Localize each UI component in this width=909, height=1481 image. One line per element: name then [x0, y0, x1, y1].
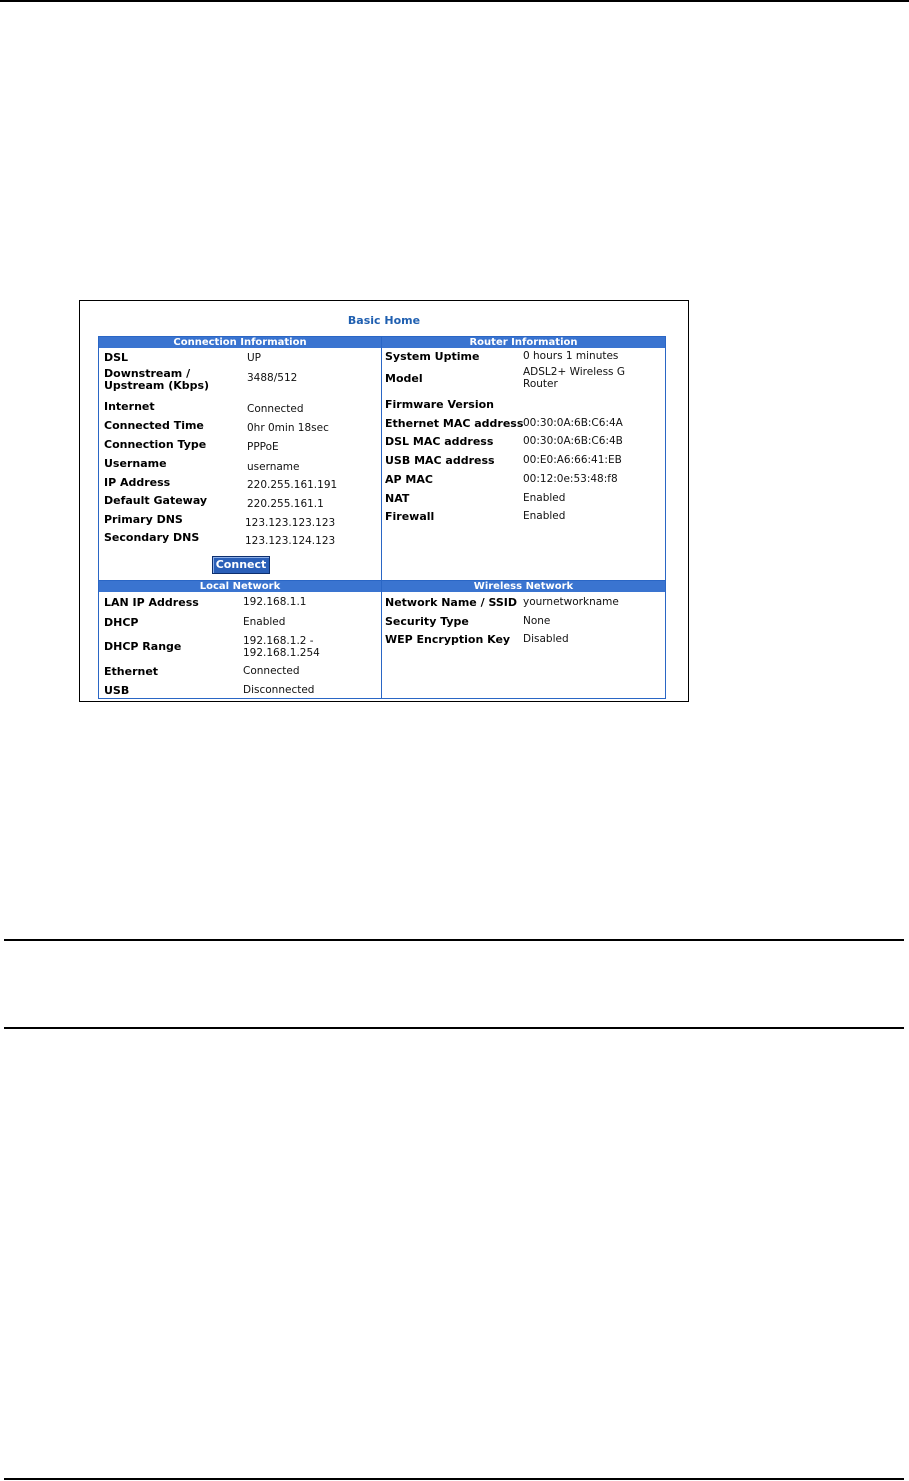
dsl-mac-label: DSL MAC address: [385, 435, 494, 448]
page-title: Basic Home: [347, 314, 421, 327]
usb-mac-label: USB MAC address: [385, 454, 495, 467]
model-value: ADSL2+ Wireless G Router: [523, 366, 626, 390]
security-type-value: None: [523, 615, 551, 627]
local-network-header: Local Network: [99, 581, 381, 592]
default-gateway-label: Default Gateway: [104, 494, 208, 507]
ethernet-mac-label: Ethernet MAC address: [385, 417, 524, 430]
firewall-label: Firewall: [385, 510, 435, 523]
system-uptime-value: 0 hours 1 minutes: [523, 350, 619, 362]
usb-mac-value: 00:E0:A6:66:41:EB: [523, 454, 622, 466]
connection-type-label: Connection Type: [104, 438, 207, 451]
lan-ip-value: 192.168.1.1: [243, 596, 307, 608]
dhcp-range-value: 192.168.1.2 - 192.168.1.254: [243, 635, 320, 659]
connected-time-label: Connected Time: [104, 419, 204, 432]
dhcp-value: Enabled: [243, 616, 286, 628]
connected-time-value: 0hr 0min 18sec: [247, 422, 329, 434]
section-rule-1: [4, 939, 904, 941]
ip-address-value: 220.255.161.191: [247, 479, 338, 491]
connection-information-header: Connection Information: [99, 337, 381, 348]
primary-dns-label: Primary DNS: [104, 513, 183, 526]
lan-ip-label: LAN IP Address: [104, 596, 199, 609]
usb-label: USB: [104, 684, 130, 697]
dsl-value: UP: [247, 352, 262, 364]
primary-dns-value: 123.123.123.123: [245, 517, 336, 529]
connect-button[interactable]: Connect: [212, 556, 270, 574]
ap-mac-label: AP MAC: [385, 473, 433, 486]
username-label: Username: [104, 457, 167, 470]
secondary-dns-value: 123.123.124.123: [245, 535, 336, 547]
bandwidth-value: 3488/512: [247, 372, 298, 384]
ap-mac-value: 00:12:0e:53:48:f8: [523, 473, 618, 485]
top-rule: [0, 0, 909, 2]
username-value: username: [247, 461, 300, 473]
local-network-panel: [98, 580, 382, 699]
router-status-screenshot: [79, 300, 689, 702]
connection-information-panel: [98, 336, 382, 581]
default-gateway-value: 220.255.161.1: [247, 498, 324, 510]
dhcp-label: DHCP: [104, 616, 139, 629]
firewall-value: Enabled: [523, 510, 566, 522]
model-label: Model: [385, 372, 423, 385]
ethernet-mac-value: 00:30:0A:6B:C6:4A: [523, 417, 623, 429]
security-type-label: Security Type: [385, 615, 469, 628]
ethernet-value: Connected: [243, 665, 300, 677]
ssid-value: yournetworkname: [523, 596, 619, 608]
bandwidth-label: Downstream / Upstream (Kbps): [104, 367, 210, 392]
connection-type-value: PPPoE: [247, 441, 279, 453]
wep-key-label: WEP Encryption Key: [385, 633, 511, 646]
dsl-label: DSL: [104, 351, 129, 364]
wireless-network-panel: [381, 580, 666, 699]
router-information-panel: [381, 336, 666, 581]
system-uptime-label: System Uptime: [385, 350, 480, 363]
firmware-version-label: Firmware Version: [385, 398, 494, 411]
ethernet-label: Ethernet: [104, 665, 159, 678]
nat-label: NAT: [385, 492, 410, 505]
wep-key-value: Disabled: [523, 633, 569, 645]
bottom-rule: [4, 1478, 904, 1480]
internet-label: Internet: [104, 400, 155, 413]
section-rule-2: [4, 1027, 904, 1029]
router-information-header: Router Information: [382, 337, 665, 348]
secondary-dns-label: Secondary DNS: [104, 531, 200, 544]
dhcp-range-label: DHCP Range: [104, 640, 182, 653]
wireless-network-header: Wireless Network: [382, 581, 665, 592]
nat-value: Enabled: [523, 492, 566, 504]
internet-value: Connected: [247, 403, 304, 415]
ip-address-label: IP Address: [104, 476, 171, 489]
dsl-mac-value: 00:30:0A:6B:C6:4B: [523, 435, 623, 447]
usb-value: Disconnected: [243, 684, 315, 696]
ssid-label: Network Name / SSID: [385, 596, 518, 609]
